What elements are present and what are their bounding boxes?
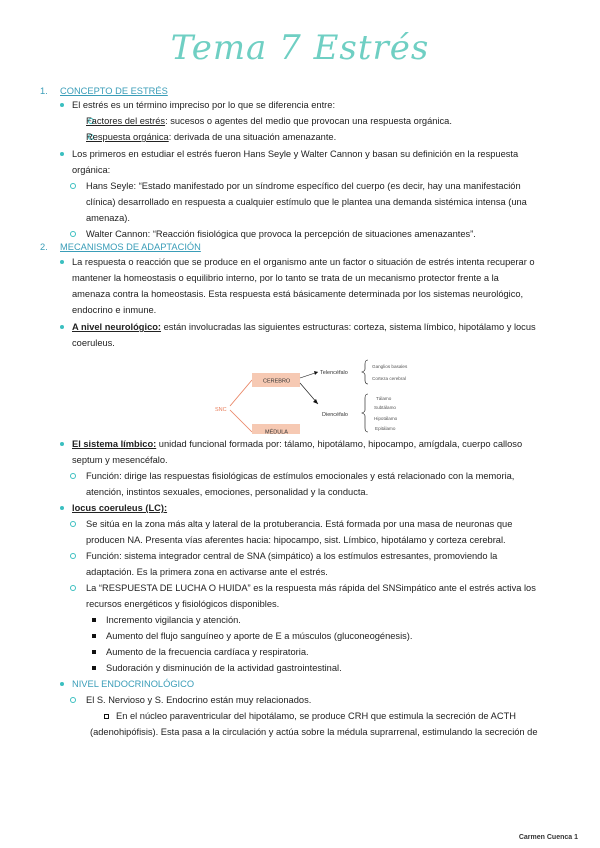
circle-bullet-icon [70, 585, 76, 591]
square-bullet-icon [92, 634, 96, 638]
text-line: amenaza contra la homeostasis. Esta respuesta está básicamente determinada por los sistemas neurológico, [72, 289, 524, 299]
arrow-head-icon [313, 399, 318, 404]
circle-bullet-icon [70, 231, 76, 237]
square-bullet-icon [92, 666, 96, 670]
page-title: Tema 7 Estrés [170, 28, 430, 68]
diagram-line [230, 410, 252, 432]
text-line: atención, instintos sexuales, emociones, personalidad y la conducta. [86, 487, 369, 497]
text-line: adaptación. Es la primera zona en activarse ante el estrés. [86, 567, 328, 577]
term-neurologico: A nivel neurológico: [72, 322, 162, 332]
medula-label: MÉDULA [265, 429, 288, 434]
text-line: (adenohipófisis). Esta pasa a la circulación y actúa sobre la médula suprarrenal, estimulando la secreción de [90, 727, 538, 737]
term-limbico-desc: unidad funcional formada por: tálamo, hipotálamo, hipocampo, amígdala, cuerpo calloso [156, 439, 523, 449]
text-line: amenaza). [86, 213, 130, 223]
text-line: Walter Cannon: “Reacción fisiológica que provoca la percepción de situaciones amenazantes”. [86, 229, 476, 239]
nervous-system-diagram [210, 352, 420, 434]
bullet-icon [60, 152, 64, 156]
text-line: Los primeros en estudiar el estrés fueron Hans Seyle y Walter Cannon y basan su definición en la respuesta [72, 149, 519, 159]
tel-item: Corteza cerebral [372, 376, 406, 381]
term-factores-desc: : sucesos o agentes del medio que provocan una respuesta orgánica. [165, 116, 452, 126]
dien-item: Hipotálamo [374, 416, 398, 421]
section-title: MECANISMOS DE ADAPTACIÓN [60, 242, 201, 252]
circle-bullet-icon [70, 183, 76, 189]
bullet-icon [60, 325, 64, 329]
brace-icon [362, 360, 368, 384]
square-bullet-icon [92, 618, 96, 622]
circle-bullet-icon [70, 697, 76, 703]
bullet-icon [60, 682, 64, 686]
text-line: endocrino e inmune. [72, 305, 157, 315]
text-line: recursos energéticos y fisiológicos disponibles. [86, 599, 280, 609]
list-item: Aumento del flujo sanguíneo y aporte de E a músculos (gluconeogénesis). [106, 631, 413, 641]
telencefalo-label: Telencéfalo [320, 370, 348, 376]
diencefalo-label: Diencéfalo [322, 412, 348, 418]
circle-bullet-icon [70, 473, 76, 479]
bullet-icon [60, 506, 64, 510]
cerebro-label: CEREBRO [263, 378, 291, 385]
text-line: producen NA. Presenta vías aferentes hacia: hipocampo, sist. Límbico, hipotálamo y corteza cerebral. [86, 535, 506, 545]
text-line [86, 113, 452, 129]
bullet-icon [60, 442, 64, 446]
text-line: Función: sistema integrador central de SNA (simpático) a los estímulos estresantes, promoviendo la [86, 551, 498, 561]
diagram-line [230, 380, 252, 406]
text-line [72, 319, 536, 335]
term-neurologico-desc: están involucradas las siguientes estructuras: corteza, sistema límbico, hipotálamo y locus [161, 322, 536, 332]
text-line: En el núcleo paraventricular del hipotálamo, se produce CRH que estimula la secreción de ACTH [116, 711, 516, 721]
list-item: Aumento de la frecuencia cardíaca y respiratoria. [106, 647, 309, 657]
brace-icon [362, 394, 368, 432]
section-heading-mecanismos [40, 239, 201, 255]
tel-item: Ganglios basales [372, 364, 408, 369]
dien-item: Epitálamo [375, 426, 396, 431]
page-footer: Carmen Cuenca 1 [518, 834, 578, 841]
dien-item: Tálamo [376, 396, 392, 401]
section-number: 2. [40, 242, 48, 252]
text-line: Función: dirige las respuestas fisiológicas de estímulos emocionales y está relacionado con la memoria, [86, 471, 515, 481]
text-line: El estrés es un término impreciso por lo que se diferencia entre: [72, 100, 336, 110]
text-line: El S. Nervioso y S. Endocrino están muy relacionados. [86, 695, 312, 705]
list-item: Incremento vigilancia y atención. [106, 615, 241, 625]
endocrino-heading: NIVEL ENDOCRINOLÓGICO [72, 679, 195, 689]
arrow-head-icon [314, 371, 318, 375]
square-bullet-icon [92, 650, 96, 654]
circle-bullet-icon [70, 521, 76, 527]
term-limbico: El sistema límbico: [72, 439, 157, 449]
section-number: 1. [40, 86, 48, 96]
text-line: mantener la homeostasis o equilibrio interno, por lo tanto se trata de un mecanismo protector frente a la [72, 273, 499, 283]
square-bullet-icon [104, 714, 109, 719]
bullet-icon [60, 260, 64, 264]
section-title: CONCEPTO DE ESTRÉS [60, 86, 168, 96]
text-line: Hans Seyle: “Estado manifestado por un síndrome específico del cuerpo (es decir, hay una manifestación [86, 181, 521, 191]
text-line: orgánica: [72, 165, 111, 175]
text-line: clínica) desarrollado en respuesta a cualquier estímulo que le plantea una demanda sistémica intensa (una [86, 197, 527, 207]
term-respuesta-desc: : derivada de una situación amenazante. [168, 132, 337, 142]
text-line: La respuesta o reacción que se produce en el organismo ante un factor o situación de estrés intenta recuperar o [72, 257, 535, 267]
text-line [72, 436, 522, 452]
text-line: septum y mesencéfalo. [72, 455, 168, 465]
snc-label: SNC [215, 407, 227, 413]
term-factores: Factores del estrés [86, 116, 166, 126]
dien-item: Subtálamo [374, 405, 396, 410]
text-line: Se sitúa en la zona más alta y lateral de la protuberancia. Está formada por una masa de neuronas que [86, 519, 513, 529]
text-line: La “RESPUESTA DE LUCHA O HUIDA” es la respuesta más rápida del SNSimpático ante el estrés activa los [86, 583, 536, 593]
bullet-icon [60, 103, 64, 107]
text-line: coeruleus. [72, 338, 115, 348]
term-respuesta: Respuesta orgánica [86, 132, 169, 142]
term-locus-coeruleus: locus coeruleus (LC): [72, 503, 168, 513]
text-line [86, 129, 336, 145]
circle-bullet-icon [70, 553, 76, 559]
list-item: Sudoración y disminución de la actividad gastrointestinal. [106, 663, 342, 673]
